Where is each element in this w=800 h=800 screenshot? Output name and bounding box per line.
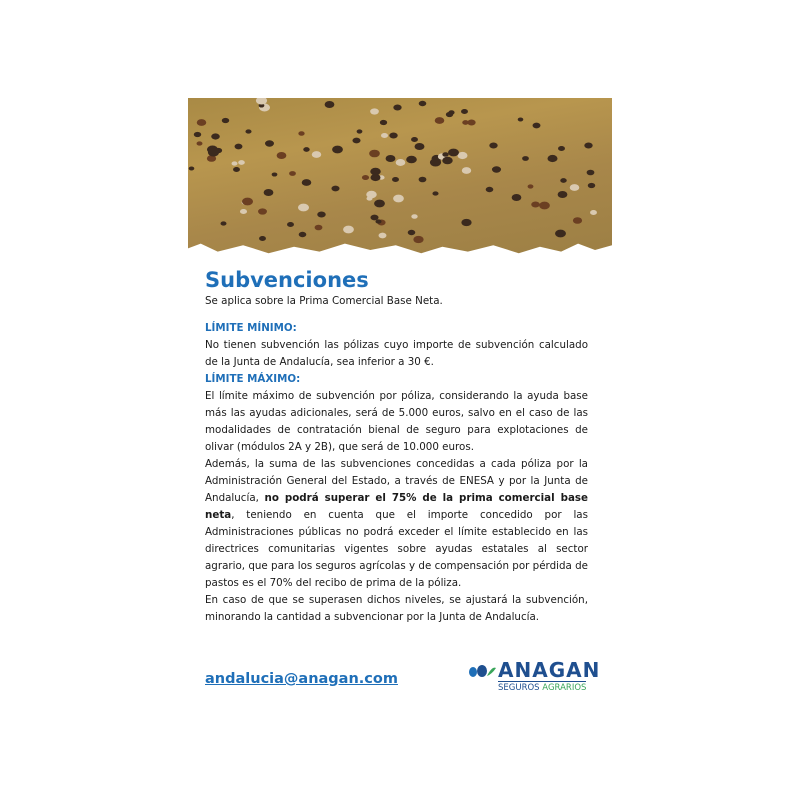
cattle-figure <box>324 101 334 108</box>
cattle-figure <box>461 219 471 226</box>
cattle-figure <box>462 167 471 174</box>
cattle-figure <box>419 177 427 183</box>
bold-text: no podrá superar el 75% de la prima comercial base neta <box>205 492 588 521</box>
cattle-figure <box>367 196 373 200</box>
cattle-figure <box>590 210 597 215</box>
cattle-figure <box>221 222 227 226</box>
cattle-figure <box>197 119 207 126</box>
cattle-figure <box>522 156 529 161</box>
cattle-figure <box>412 215 418 220</box>
logo-subtitle <box>498 681 586 693</box>
cattle-figure <box>547 155 557 162</box>
cattle-figure <box>432 191 438 195</box>
cattle-figure <box>272 172 278 176</box>
content <box>205 266 588 626</box>
cattle-figure <box>299 232 307 237</box>
cattle-figure <box>242 198 253 206</box>
cattle-figure <box>462 120 469 125</box>
cattle-figure <box>378 233 386 239</box>
cattle-figure <box>393 195 404 203</box>
cattle-figure <box>442 157 452 164</box>
cattle-figure <box>362 175 369 180</box>
cattle-figure <box>234 144 242 150</box>
cattle-figure <box>434 117 444 124</box>
cattle-figure <box>570 184 580 191</box>
cattle-figure <box>222 118 229 123</box>
cattle-figure <box>411 137 418 142</box>
cattle-figure <box>486 187 494 192</box>
cattle-figure <box>298 131 304 136</box>
cattle-figure <box>413 235 423 242</box>
cattle-figure <box>430 158 441 166</box>
cattle-figure <box>263 189 273 196</box>
cattle-figure <box>259 236 266 241</box>
cattle-figure <box>558 146 565 151</box>
cattle-figure <box>462 109 469 114</box>
cattle-figure <box>353 137 361 143</box>
logo-mark-icon <box>468 662 496 682</box>
logo-name: ANAGAN <box>498 658 601 682</box>
intro-text: Se aplica sobre la Prima Comercial Base Neta. <box>205 295 443 307</box>
cattle-figure <box>446 112 453 117</box>
cattle-figure <box>189 167 195 171</box>
cattle-figure <box>370 108 379 114</box>
cattle-figure <box>393 105 401 111</box>
max-limit-heading: LÍMITE MÁXIMO: <box>205 373 301 385</box>
cattle-figure <box>392 177 399 182</box>
cattle-figure <box>418 101 426 106</box>
cattle-figure <box>331 186 339 192</box>
cattle-figure <box>289 171 296 176</box>
cattle-figure <box>303 148 309 153</box>
cattle-figure <box>238 160 245 165</box>
cattle-figure <box>555 229 566 237</box>
cattle-figure <box>265 140 274 146</box>
cattle-figure <box>518 118 524 122</box>
cattle-figure <box>406 156 417 164</box>
cattle-figure <box>492 166 501 173</box>
cattle-figure <box>585 143 593 149</box>
cattle-figure <box>240 209 247 214</box>
cattle-figure <box>245 130 251 134</box>
cattle-figure <box>557 191 567 198</box>
cattle-figure <box>276 152 286 159</box>
cattle-figure <box>572 218 581 225</box>
min-limit-text: No tienen subvención las pólizas cuyo importe de subvención calculado de la Junta de Andalucía, sea inferior a 30 €. <box>205 339 588 368</box>
cattle-figure <box>231 162 237 166</box>
cattle-figure <box>381 133 388 138</box>
cattle-figure <box>389 133 397 139</box>
cattle-figure <box>258 209 267 215</box>
cattle-figure <box>374 200 385 208</box>
cattle-figure <box>211 133 220 139</box>
cattle-figure <box>531 201 540 207</box>
header-photo-cattle <box>188 98 612 258</box>
email-link[interactable]: andalucia@anagan.com <box>205 671 398 687</box>
cattle-figure <box>233 168 240 173</box>
cattle-figure <box>527 184 533 188</box>
cattle-figure <box>458 152 468 159</box>
paragraph-adjustment: En caso de que se superasen dichos niveles, se ajustará la subvención, minorando la cantidad a subvencionar por la Junta de Andalucía. <box>205 594 588 623</box>
logo-sub-a: SEGUROS <box>498 683 543 693</box>
cattle-figure <box>343 226 354 234</box>
cattle-figure <box>588 183 595 188</box>
min-limit-heading: LÍMITE MÍNIMO: <box>205 322 297 334</box>
cattle-figure <box>197 142 203 146</box>
cattle-figure <box>407 230 415 235</box>
cattle-figure <box>287 222 294 227</box>
cattle-figure <box>357 130 363 134</box>
max-limit-text: El límite máximo de subvención por póliza, considerando la ayuda base más las ayudas adicionales, será de 5.000 euros, salvo en el caso de las modalidades de contratación bienal de seguro para explotaciones de olivar (módulos 2A y 2B), que será de 10.000 euros. <box>205 390 588 453</box>
cattle-figure <box>587 170 595 176</box>
cattle-figure <box>369 149 380 157</box>
paragraph-combined-limit <box>205 456 588 592</box>
cattle-figure <box>489 142 497 148</box>
cattle-figure <box>414 143 424 150</box>
page-title: Subvenciones <box>205 268 369 292</box>
cattle-figure <box>193 132 200 137</box>
cattle-figure <box>317 212 325 218</box>
cattle-figure <box>396 159 406 166</box>
cattle-figure <box>302 179 312 186</box>
cattle-figure <box>511 194 521 201</box>
cattle-figure <box>385 155 395 162</box>
logo-sub-b: AGRARIOS <box>542 683 587 693</box>
cattle-figure <box>539 202 550 210</box>
cattle-figure <box>371 174 381 181</box>
cattle-figure <box>315 225 323 231</box>
cattle-figure <box>298 204 309 212</box>
cattle-figure <box>560 178 567 183</box>
cattle-figure <box>533 123 541 129</box>
cattle-figure <box>380 120 387 125</box>
anagan-logo <box>468 658 601 694</box>
text-span: Además, la suma de las subvenciones concedidas a cada póliza por la Administración General del Estado, a través de ENESA y por la Junta de Andalucía, <box>205 458 588 504</box>
cattle-figure <box>332 146 343 154</box>
text-span: , teniendo en cuenta que el importe concedido por las Administraciones públicas no podrá exceder el límite establecido en las directrices comunitarias vigentes sobre ayudas estatales al sector agrario, que para los seguros agrícolas y de compensación por pérdida de pastos es el 70% del recibo de prima de la póliza. <box>205 509 588 589</box>
cattle-figure <box>312 151 321 158</box>
